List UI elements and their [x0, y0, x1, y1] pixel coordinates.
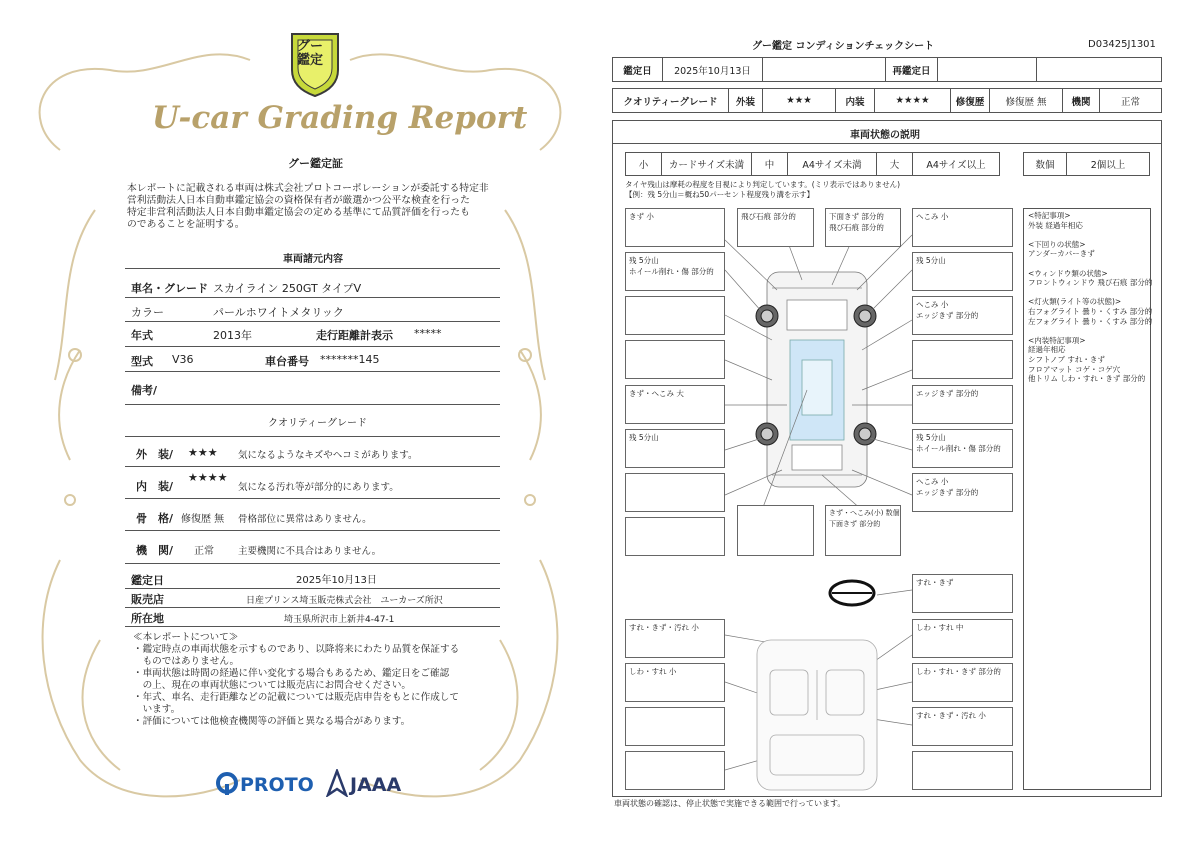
repair-value: 修復歴 無 [989, 88, 1063, 113]
dealer-value: 日産プリンス埼玉販売株式会社 ユーカーズ所沢 [246, 596, 443, 606]
note-line: <内装特記事項> [1028, 335, 1086, 345]
ext-label: 外装 [728, 88, 763, 113]
divider [125, 321, 500, 322]
certificate-intro [127, 183, 489, 231]
legend-small-label: 小 [625, 152, 662, 176]
year-value: 2013年 [213, 329, 252, 342]
count-label: 数個 [1023, 152, 1067, 176]
damage-box: 残 5分山 ホイール削れ・傷 部分的 [625, 252, 725, 291]
report-script-title: U-car Grading Report [152, 100, 528, 136]
damage-box-empty [737, 505, 814, 556]
proto-brand: PROTO [240, 774, 314, 796]
spec-title: 車両諸元内容 [283, 254, 343, 265]
divider [125, 588, 500, 589]
note-line: 右フォグライト 曇り・くすみ 部分的 [1028, 306, 1153, 316]
location-value: 埼玉県所沢市上新井4-47-1 [284, 615, 395, 625]
name-value: スカイライン 250GT タイプV [213, 282, 362, 295]
divider [125, 607, 500, 608]
remarks-label: 備考/ [131, 384, 158, 397]
intro-line: のであることを証明する。 [127, 219, 245, 230]
damage-box-empty [625, 296, 725, 335]
color-label: カラー [131, 306, 164, 319]
damage-box-empty [625, 751, 725, 790]
note-line: フロアマット コゲ・コゲ穴 [1028, 364, 1121, 374]
quality-frame-value: 修復歴 無 [181, 514, 225, 525]
grade-label: クオリティーグレード [612, 88, 729, 113]
note-line: アンダーカバーきず [1028, 249, 1095, 259]
about-title: ≪本レポートについて≫ [133, 632, 239, 643]
empty-cell [937, 57, 1037, 82]
legend-medium-label: 中 [751, 152, 788, 176]
empty-cell [1036, 57, 1162, 82]
about-line: ・評価については他検査機関等の評価と異なる場合があります。 [133, 716, 411, 727]
note-line: <ウィンドウ類の状態> [1028, 268, 1108, 278]
location-label: 所在地 [131, 612, 164, 625]
divider [125, 371, 500, 372]
damage-box: きず・へこみ 大 [625, 385, 725, 424]
engine-label: 機関 [1062, 88, 1100, 113]
damage-box: しわ・すれ 小 [625, 663, 725, 702]
year-label: 年式 [131, 329, 153, 342]
damage-box: へこみ 小 エッジきず 部分的 [912, 296, 1013, 335]
int-label: 内装 [835, 88, 875, 113]
engine-value: 正常 [1099, 88, 1162, 113]
note-spacer [1028, 259, 1146, 269]
note-line: 外装 経過年相応 [1028, 220, 1083, 230]
note-spacer [1028, 288, 1146, 298]
divider [125, 563, 500, 564]
damage-box: 残 5分山 ホイール削れ・傷 部分的 [912, 429, 1013, 468]
divider [612, 143, 1162, 144]
proto-logo-icon [216, 772, 238, 796]
name-label: 車名・グレード [131, 282, 208, 295]
tire-example: 【例：残 5分山＝概ね50パーセント程度残り溝を示す】 [625, 190, 815, 199]
damage-box: へこみ 小 エッジきず 部分的 [912, 473, 1013, 512]
count-value: 2個以上 [1066, 152, 1150, 176]
note-spacer [1028, 230, 1146, 240]
intro-line: 本レポートに記載される車両は株式会社プロトコーポレーションが委託する特定非 [127, 183, 489, 194]
note-line: <特記事項> [1028, 211, 1071, 220]
damage-box: すれ・きず [912, 574, 1013, 613]
quality-ext-desc: 気になるようなキズやヘコミがあります。 [238, 450, 418, 461]
damage-box: 残 5分山 [912, 252, 1013, 291]
about-line: ものではありません。 [133, 656, 240, 667]
model-value: V36 [172, 353, 194, 366]
damage-box-empty [625, 340, 725, 379]
divider [125, 466, 500, 467]
date-value: 2025年10月13日 [296, 575, 377, 586]
note-line: 他トリム しわ・すれ・きず 部分的 [1028, 374, 1146, 384]
note-line: <灯火類(ライト等の状態)> [1028, 297, 1122, 307]
divider [125, 626, 500, 627]
sheet-date-label: 鑑定日 [612, 57, 663, 82]
damage-box-empty [912, 751, 1013, 790]
damage-box: へこみ 小 [912, 208, 1013, 247]
quality-int-value: ★★★★ [188, 471, 228, 484]
quality-ext-label: 外 装/ [136, 448, 174, 461]
quality-frame-desc: 骨格部位に異常はありません。 [238, 514, 372, 525]
note-line: フロントウィンドウ 飛び石痕 部分的 [1028, 278, 1153, 288]
mileage-value: ***** [414, 327, 442, 340]
damage-box: エッジきず 部分的 [912, 385, 1013, 424]
note-line: 経過年相応 [1028, 345, 1066, 355]
chassis-label: 車台番号 [265, 355, 309, 368]
note-line: シフトノブ すれ・きず [1028, 354, 1105, 364]
damage-box-empty [912, 340, 1013, 379]
damage-box-empty [625, 473, 725, 512]
jaaa-logo-icon [326, 769, 348, 797]
certificate-heading: グー鑑定証 [288, 157, 343, 170]
document-id: D03425J1301 [1088, 39, 1156, 50]
damage-box: きず 小 [625, 208, 725, 247]
about-line: の上、現在の車両状態については販売店にお問合せください。 [133, 680, 412, 691]
damage-box-empty [625, 707, 725, 746]
about-report [133, 632, 459, 728]
about-line: ・年式、車名、走行距離などの記載については販売店申告をもとに作成して [133, 692, 459, 703]
dealer-label: 販売店 [131, 593, 164, 606]
jaaa-brand: JAAA [350, 774, 402, 796]
steering-wheel-icon [830, 581, 874, 605]
about-line: います。 [133, 704, 181, 715]
tire-note: タイヤ残山は摩耗の程度を目視により判定しています。(ミリ表示ではありません) [625, 180, 901, 189]
legend-medium-desc: A4サイズ未満 [787, 152, 877, 176]
about-line: ・車両状態は時間の経過に伴い変化する場合もあるため、鑑定日をご確認 [133, 668, 450, 679]
legend-large-desc: A4サイズ以上 [912, 152, 1000, 176]
interior-diagram [757, 640, 877, 790]
divider [125, 404, 500, 405]
date-label: 鑑定日 [131, 574, 164, 587]
ext-value: ★★★ [762, 88, 836, 113]
quality-engine-label: 機 関/ [136, 544, 174, 557]
damage-box: しわ・すれ・きず 部分的 [912, 663, 1013, 702]
damage-box: 飛び石痕 部分的 [737, 208, 814, 247]
intro-line: 特定非営利活動法人日本自動車鑑定協会の定める基準にて品質評価を行ったも [127, 207, 470, 218]
section-title: 車両状態の説明 [850, 130, 920, 141]
note-line: <下回りの状態> [1028, 239, 1086, 249]
mileage-label: 走行距離計表示 [316, 329, 393, 342]
quality-ext-value: ★★★ [188, 446, 218, 459]
about-line: ・鑑定時点の車両状態を示すものであり、以降将来にわたり品質を保証する [133, 644, 460, 655]
divider [125, 297, 500, 298]
quality-frame-label: 骨 格/ [136, 512, 174, 525]
damage-box: すれ・きず・汚れ 小 [625, 619, 725, 658]
sheet-title: グー鑑定 コンディションチェックシート [752, 41, 935, 52]
int-value: ★★★★ [874, 88, 951, 113]
legend-large-label: 大 [876, 152, 913, 176]
repair-label: 修復歴 [950, 88, 990, 113]
color-value: パールホワイトメタリック [213, 306, 344, 319]
damage-box: 下面きず 部分的 飛び石痕 部分的 [825, 208, 901, 247]
damage-box: すれ・きず・汚れ 小 [912, 707, 1013, 746]
chassis-value: *******145 [320, 353, 380, 366]
quality-int-desc: 気になる汚れ等が部分的にあります。 [238, 482, 399, 493]
divider [125, 530, 500, 531]
damage-box-empty [625, 517, 725, 556]
note-line: 左フォグライト 曇り・くすみ 部分的 [1028, 316, 1153, 326]
notes-panel [1023, 208, 1151, 790]
note-spacer [1028, 326, 1146, 336]
divider [125, 498, 500, 499]
redate-label: 再鑑定日 [885, 57, 938, 82]
divider [125, 346, 500, 347]
divider [125, 268, 500, 269]
intro-line: 営利活動法人日本自動車鑑定協会の資格保有者が厳選かつ公平な検査を行った [127, 195, 470, 206]
quality-int-label: 内 装/ [136, 480, 174, 493]
legend-small-desc: カードサイズ未満 [661, 152, 752, 176]
empty-cell [762, 57, 886, 82]
damage-box: 残 5分山 [625, 429, 725, 468]
divider [125, 436, 500, 437]
damage-box: きず・へこみ(小) 数個 下面きず 部分的 [825, 505, 901, 556]
sheet-date-value: 2025年10月13日 [662, 57, 763, 82]
sheet-footer: 車両状態の確認は、停止状態で実施できる範囲で行っています。 [614, 799, 846, 808]
damage-box: しわ・すれ 中 [912, 619, 1013, 658]
quality-engine-desc: 主要機関に不具合はありません。 [238, 546, 382, 557]
quality-engine-value: 正常 [194, 546, 214, 557]
model-label: 型式 [131, 355, 153, 368]
quality-title: クオリティーグレード [268, 418, 367, 429]
logo-text: グー 鑑定 [297, 39, 324, 68]
